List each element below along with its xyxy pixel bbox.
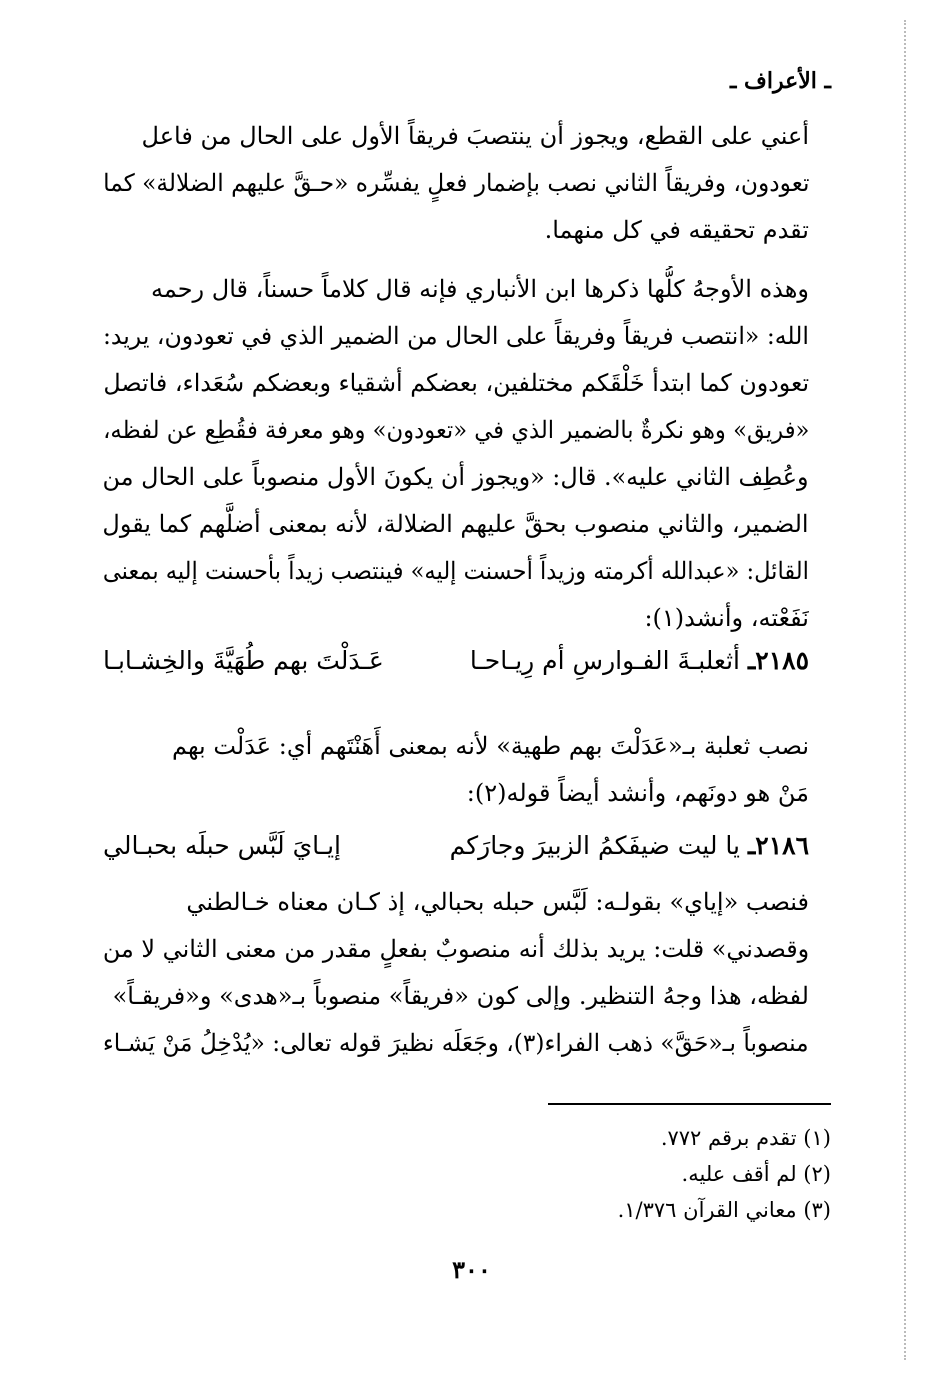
verse-first-hemistich: [450, 822, 809, 870]
verse-second-hemistich: عَـدَلْتَ بهم طُهَيَّةَ والخِشـابـا: [103, 646, 384, 675]
text-line: القائل: «عبدالله أكرمته وزيداً أحسنت إليه» فينتصب زيداً بأحسنت إليه بمعنى: [103, 557, 809, 585]
footnote-divider: [548, 1103, 831, 1105]
paragraph-3: [103, 723, 809, 817]
text-line: مَنْ هو دونَهم، وأنشد أيضاً قوله(٢):: [466, 779, 809, 807]
text-line: تقدم تحقيقه في كل منهما.: [544, 216, 809, 244]
verse-first-text: يا ليت ضيفَكمُ الزبيرَ وجارَكم: [449, 831, 740, 860]
scan-margin-dots: [904, 20, 908, 1360]
running-header: ـ الأعراف ـ: [729, 68, 831, 94]
footnote-3: (٣) معاني القرآن ١/٣٧٦.: [617, 1198, 831, 1222]
text-line: لفظه، هذا وجهُ التنظير. وإلى كون «فريقاً» منصوباً بـ«هدى» و«فريقـاً»: [112, 982, 809, 1010]
footnote-1: (١) تقدم برقم ٧٧٢.: [660, 1126, 831, 1150]
verse-first-hemistich: [470, 637, 809, 685]
verse-number: ٢١٨٦ـ: [747, 831, 809, 860]
text-line: نصب ثعلبة بـ«عَدَلْتَ بهم طهية» لأنه بمعنى أَهَنْتَهم أي: عَدَلْت بهم: [171, 732, 809, 760]
text-line: أعني على القطع، ويجوز أن ينتصبَ فريقاً الأول على الحال من فاعل: [141, 122, 809, 150]
verse-second-hemistich: إيـايَ لَبَّس حبلَه بحبـالي: [103, 831, 342, 860]
page-number: ٣٠٠: [452, 1255, 491, 1284]
paragraph-4: [103, 879, 809, 1067]
verse-number: ٢١٨٥ـ: [747, 646, 809, 675]
text-line: فنصب «إياي» بقولـه: لَبَّس حبله بحبالي، إذ كـان معناه خـالطني: [186, 888, 809, 916]
text-line: الله: «انتصب فريقاً وفريقاً على الحال من الضمير الذي في تعودون، يريد:: [103, 322, 809, 350]
text-line: «فريق» وهو نكرةٌ بالضمير الذي في «تعودون» وهو معرفة فقُطِع عن لفظه،: [103, 416, 809, 444]
text-line: وقصدني» قلت: يريد بذلك أنه منصوبٌ بفعلٍ مقدر من معنى الثاني لا من: [103, 935, 809, 963]
text-line: تعودون، وفريقاً الثاني نصب بإضمار فعلٍ يفسِّره «حـقَّ عليهم الضلالة» كما: [103, 169, 809, 197]
paragraph-1: [103, 113, 809, 254]
text-line: الضمير، والثاني منصوب بحقَّ عليهم الضلالة، لأنه بمعنى أضلَّهم كما يقول: [103, 510, 809, 538]
text-line: منصوباً بـ«حَقَّ» ذهب الفراء(٣)، وجَعَلَه نظيرَ قوله تعالى: «يُدْخِلُ مَنْ يَشـاء: [103, 1029, 809, 1057]
poem-verse-2186: [103, 822, 809, 870]
verse-first-text: أثعلبـةَ الفـوارسِ أم رِيـاحـا: [469, 646, 740, 675]
text-line: وهذه الأوجهُ كلُّها ذكرها ابن الأنباري فإنه قال كلاماً حسناً، قال رحمه: [150, 275, 809, 303]
text-line: تعودون كما ابتدأ خَلْقَكم مختلفين، بعضكم أشقياء وبعضكم سُعَداء، فاتصل: [103, 369, 809, 397]
text-line: وعُطِف الثاني عليه». قال: «ويجوز أن يكونَ الأول منصوباً على الحال من: [103, 463, 809, 491]
poem-verse-2185: [103, 637, 809, 685]
footnotes: [431, 1120, 831, 1228]
paragraph-2: [103, 266, 809, 642]
footnote-2: (٢) لم أقف عليه.: [681, 1162, 831, 1186]
text-line: نَفَعْته، وأنشد(١):: [644, 604, 809, 632]
